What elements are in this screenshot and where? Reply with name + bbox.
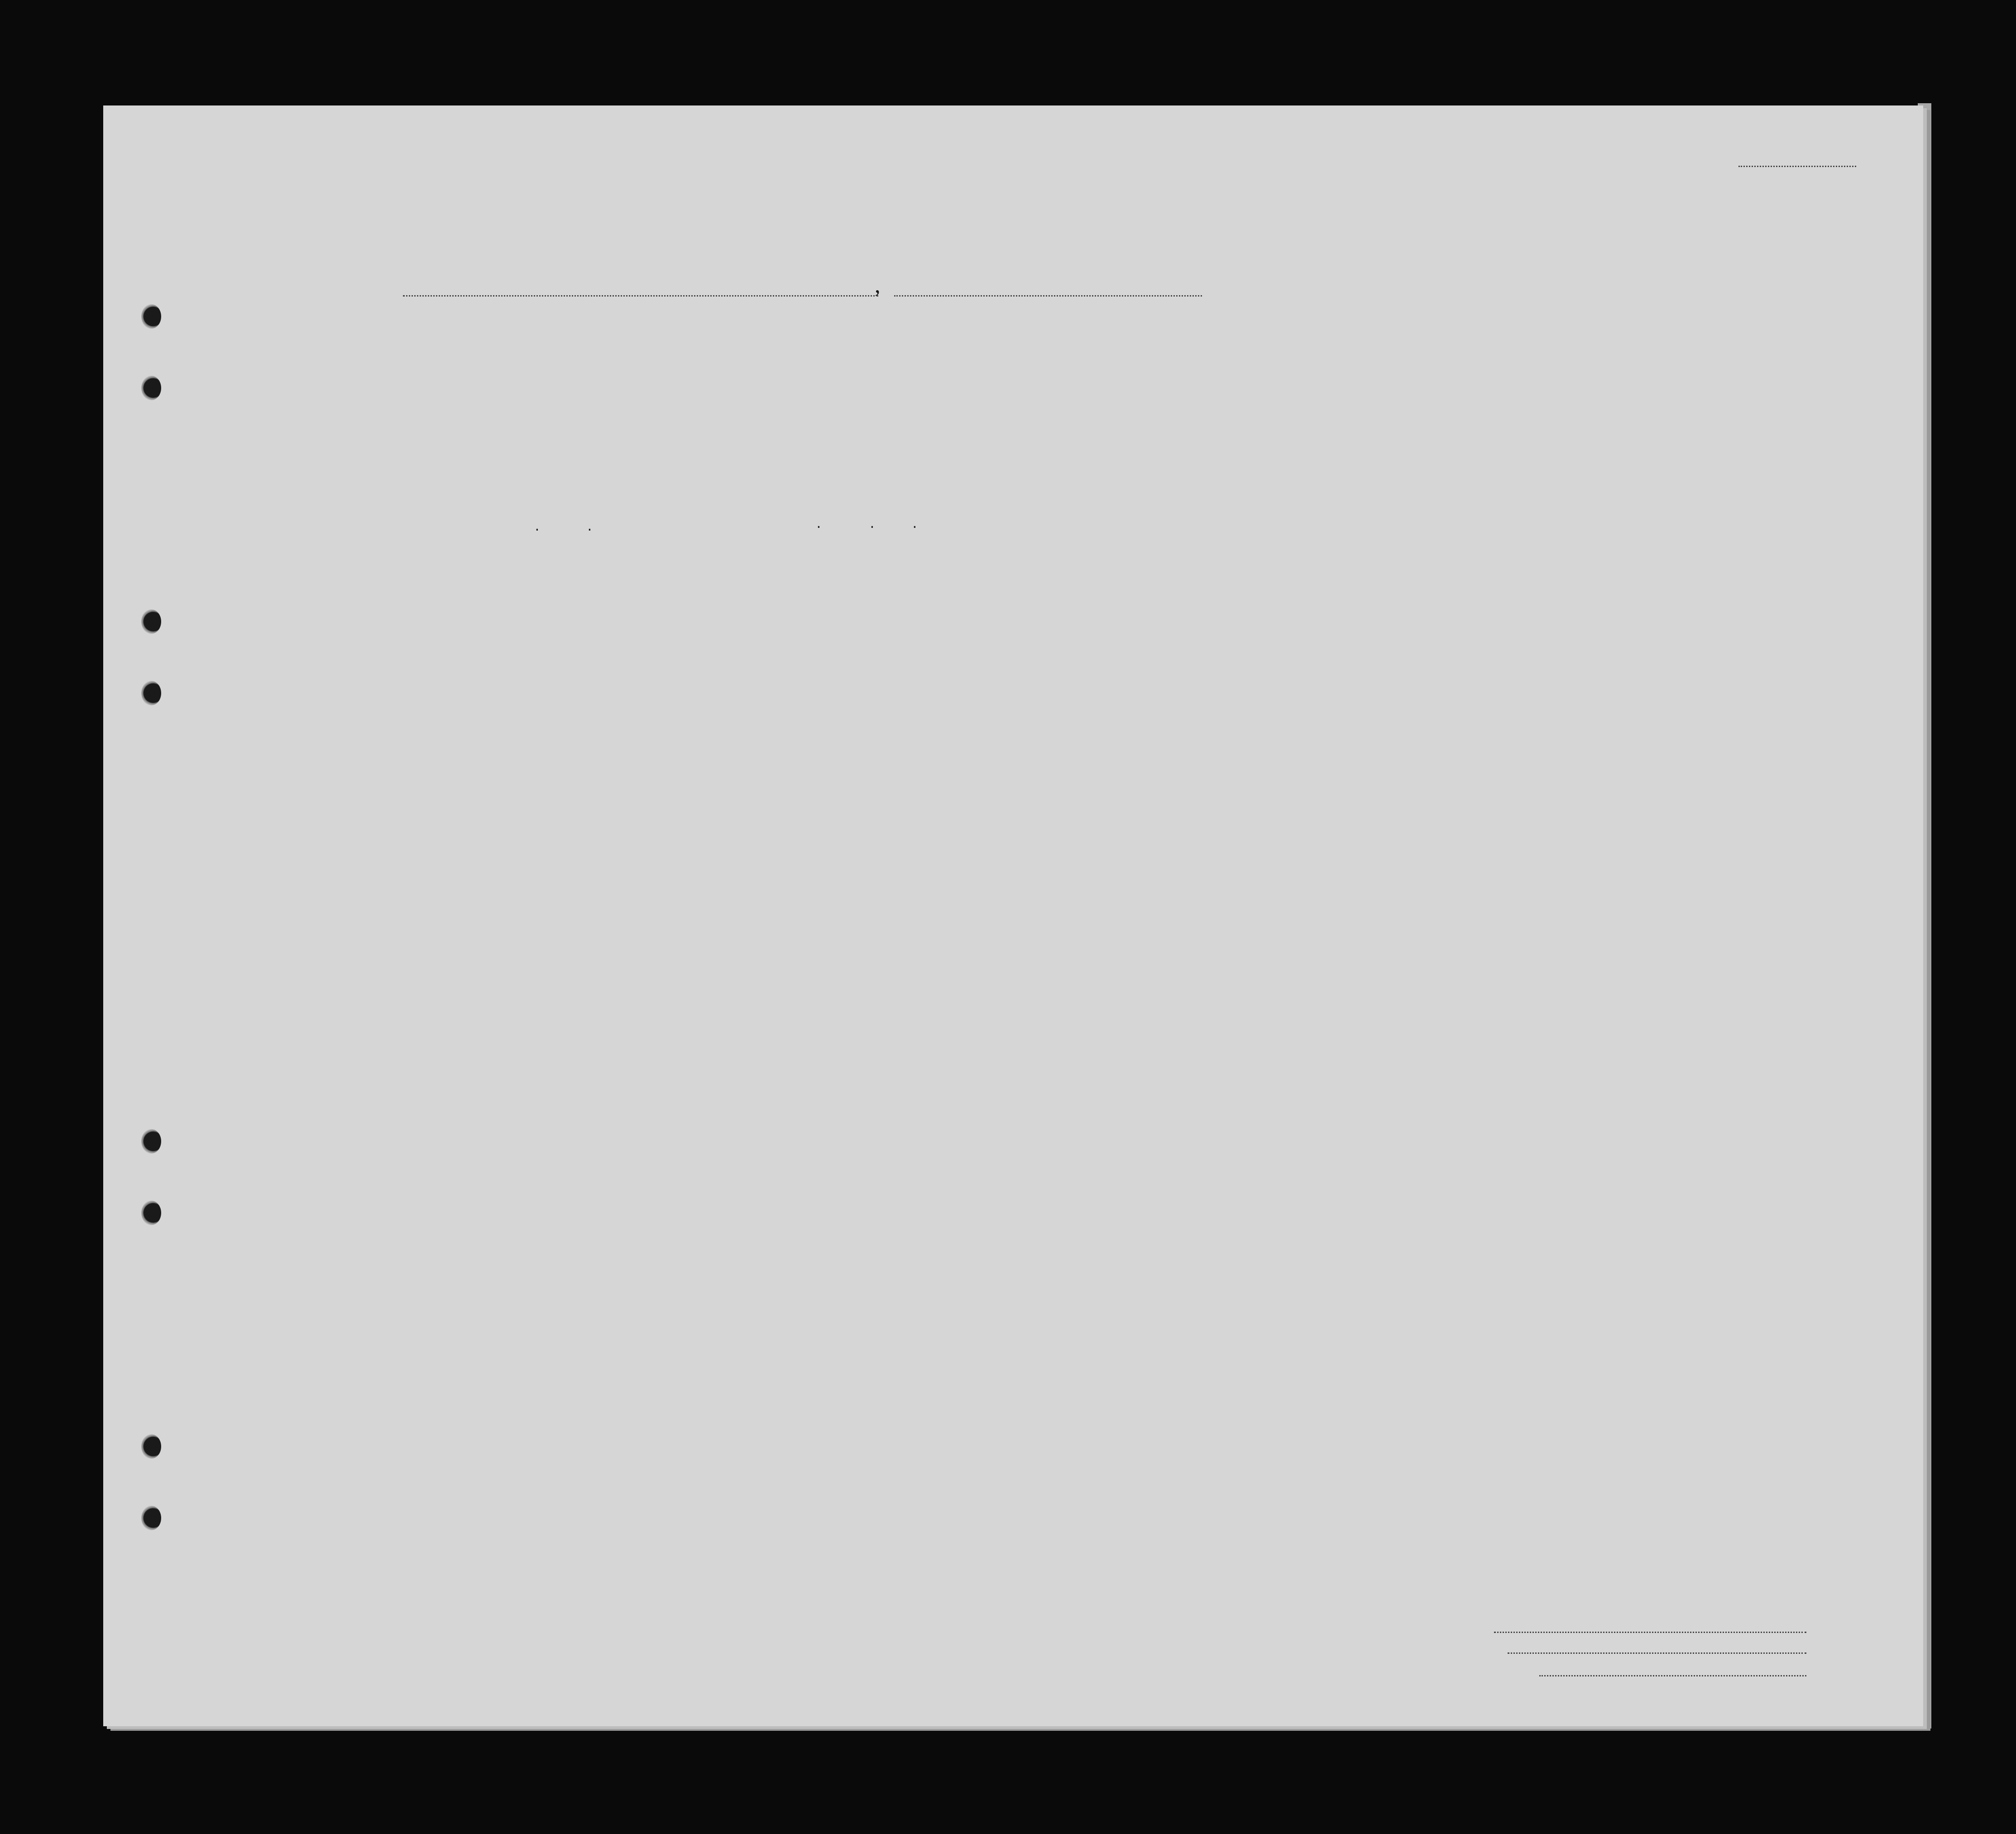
col30-header (1452, 351, 1470, 469)
col24-b (1210, 378, 1241, 469)
col28-header (1365, 351, 1406, 469)
col21-header (742, 351, 761, 473)
col31-header (1475, 351, 1493, 469)
col34-feet (1610, 439, 1621, 466)
col24-c (1245, 378, 1272, 469)
punch-hole (141, 681, 161, 705)
punch-hole (141, 1506, 161, 1530)
punch-hole (141, 1201, 161, 1225)
col26-header (1318, 351, 1332, 469)
punch-hole (141, 304, 161, 329)
col29-header (1415, 351, 1449, 469)
col27-header (1340, 351, 1354, 469)
col34-inches (1631, 432, 1642, 466)
punch-hole (141, 609, 161, 634)
punch-hole (141, 1129, 161, 1154)
col24-a (1170, 378, 1207, 469)
punch-hole (141, 376, 161, 400)
punch-hole (141, 1434, 161, 1459)
col19-header (624, 351, 642, 473)
col25-header (1277, 351, 1299, 473)
